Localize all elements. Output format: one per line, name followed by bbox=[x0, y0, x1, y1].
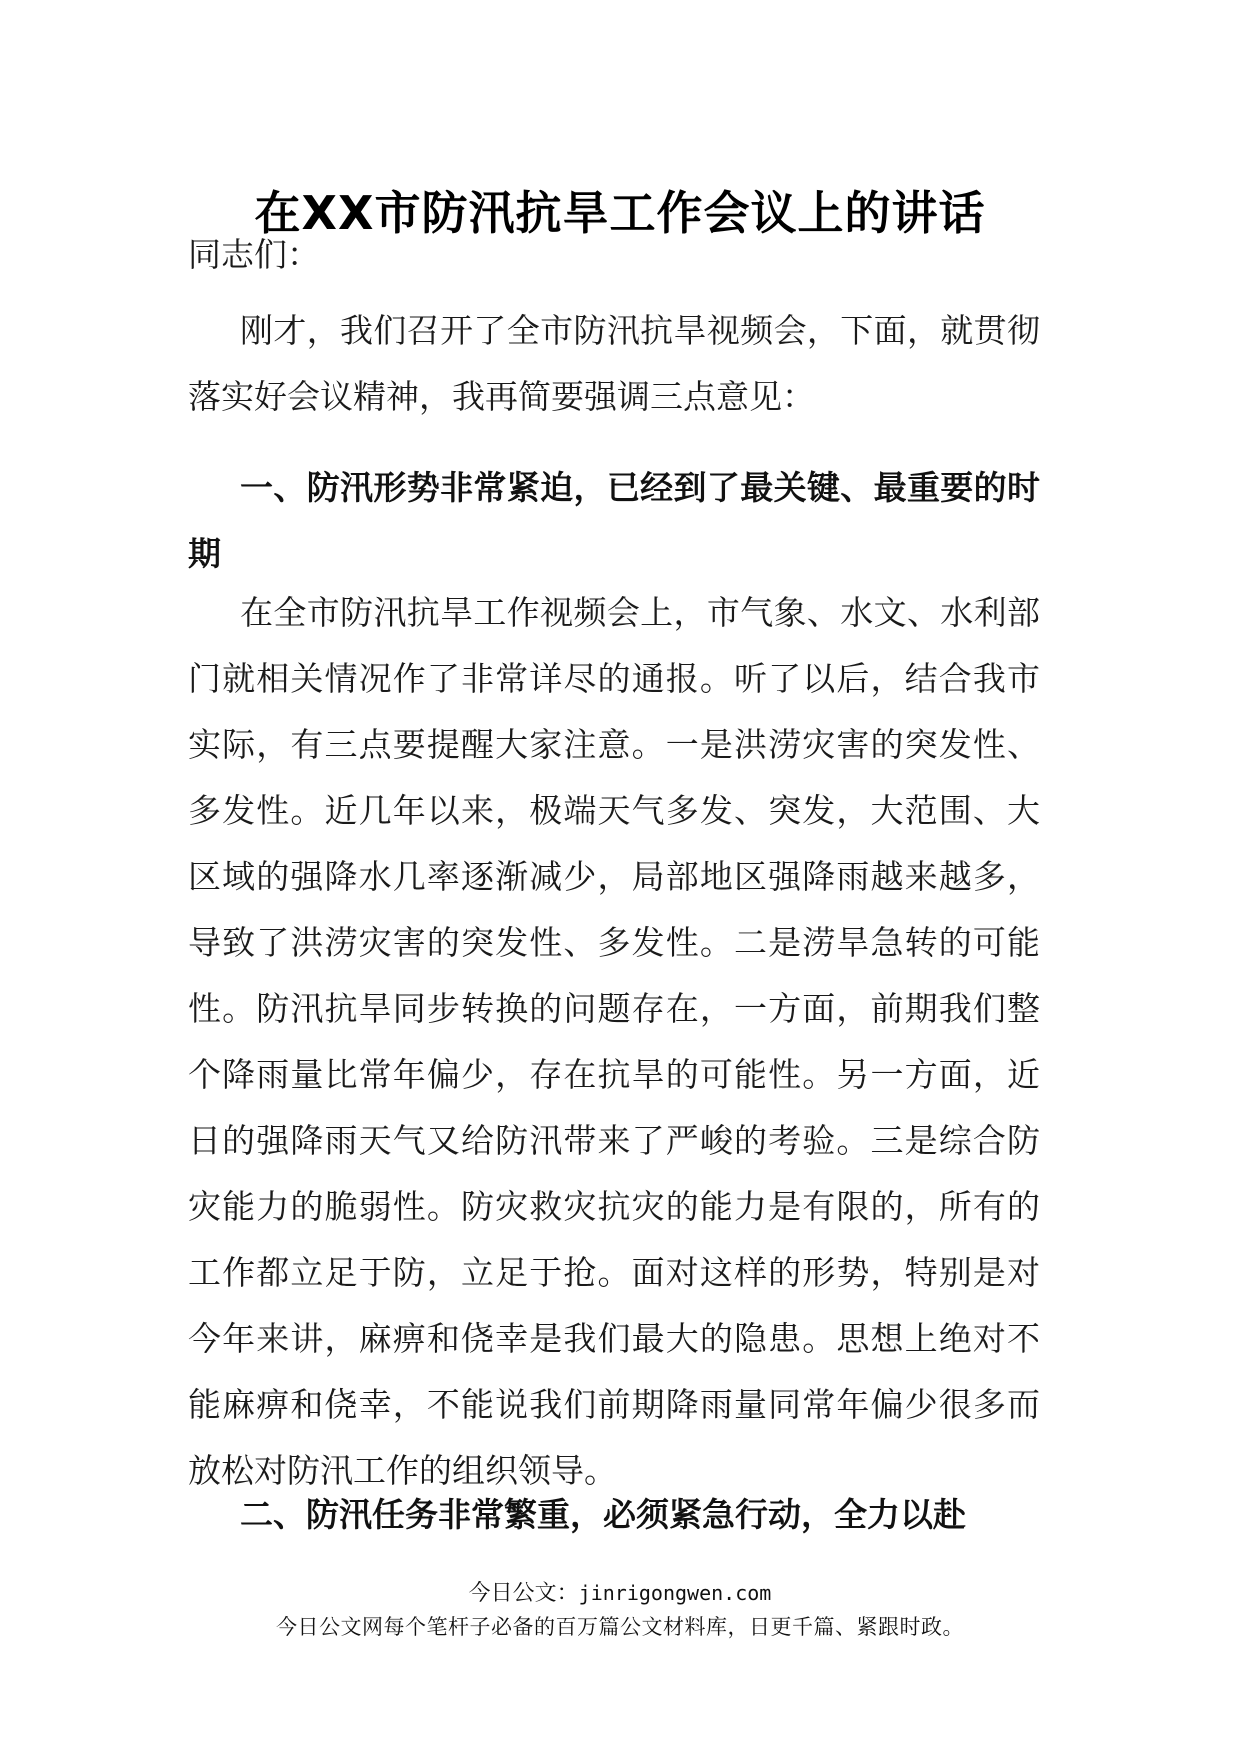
footer-site-url[interactable]: jinrigongwen.com bbox=[578, 1581, 772, 1605]
footer-site-line bbox=[0, 1578, 1240, 1609]
document-title: 在XX市防汛抗旱工作会议上的讲话 bbox=[254, 185, 986, 240]
footer-site-label: 今日公文： bbox=[468, 1581, 579, 1606]
section-1-paragraph: 在全市防汛抗旱工作视频会上，市气象、水文、水利部门就相关情况作了非常详尽的通报。听了以后，结合我市实际，有三点要提醒大家注意。一是洪涝灾害的突发性、多发性。近几年以来，极端天气多发、突发，大范围、大区域的强降水几率逐渐减少，局部地区强降雨越来越多，导致了洪涝灾害的突发性、多发性。二是涝旱急转的可能性。防汛抗旱同步转换的问题存在，一方面，前期我们整个降雨量比常年偏少，存在抗旱的可能性。另一方面，近日的强降雨天气又给防汛带来了严峻的考验。三是综合防灾能力的脆弱性。防灾救灾抗灾的能力是有限的，所有的工作都立足于防，立足于抢。面对这样的形势，特别是对今年来讲，麻痹和侥幸是我们最大的隐患。思想上绝对不能麻痹和侥幸，不能说我们前期降雨量同常年偏少很多而放松对防汛工作的组织领导。 bbox=[188, 593, 1040, 1490]
footer-tagline: 今日公文网每个笔杆子必备的百万篇公文材料库，日更千篇、紧跟时政。 bbox=[276, 1615, 964, 1639]
section-heading-1: 一、防汛形势非常紧迫，已经到了最关键、最重要的时期 bbox=[188, 468, 1040, 573]
greeting: 同志们： bbox=[188, 235, 320, 274]
intro-paragraph: 刚才，我们召开了全市防汛抗旱视频会，下面，就贯彻落实好会议精神，我再简要强调三点意见： bbox=[188, 311, 1040, 416]
section-heading-2: 二、防汛任务非常繁重，必须紧急行动，全力以赴 bbox=[240, 1495, 966, 1534]
